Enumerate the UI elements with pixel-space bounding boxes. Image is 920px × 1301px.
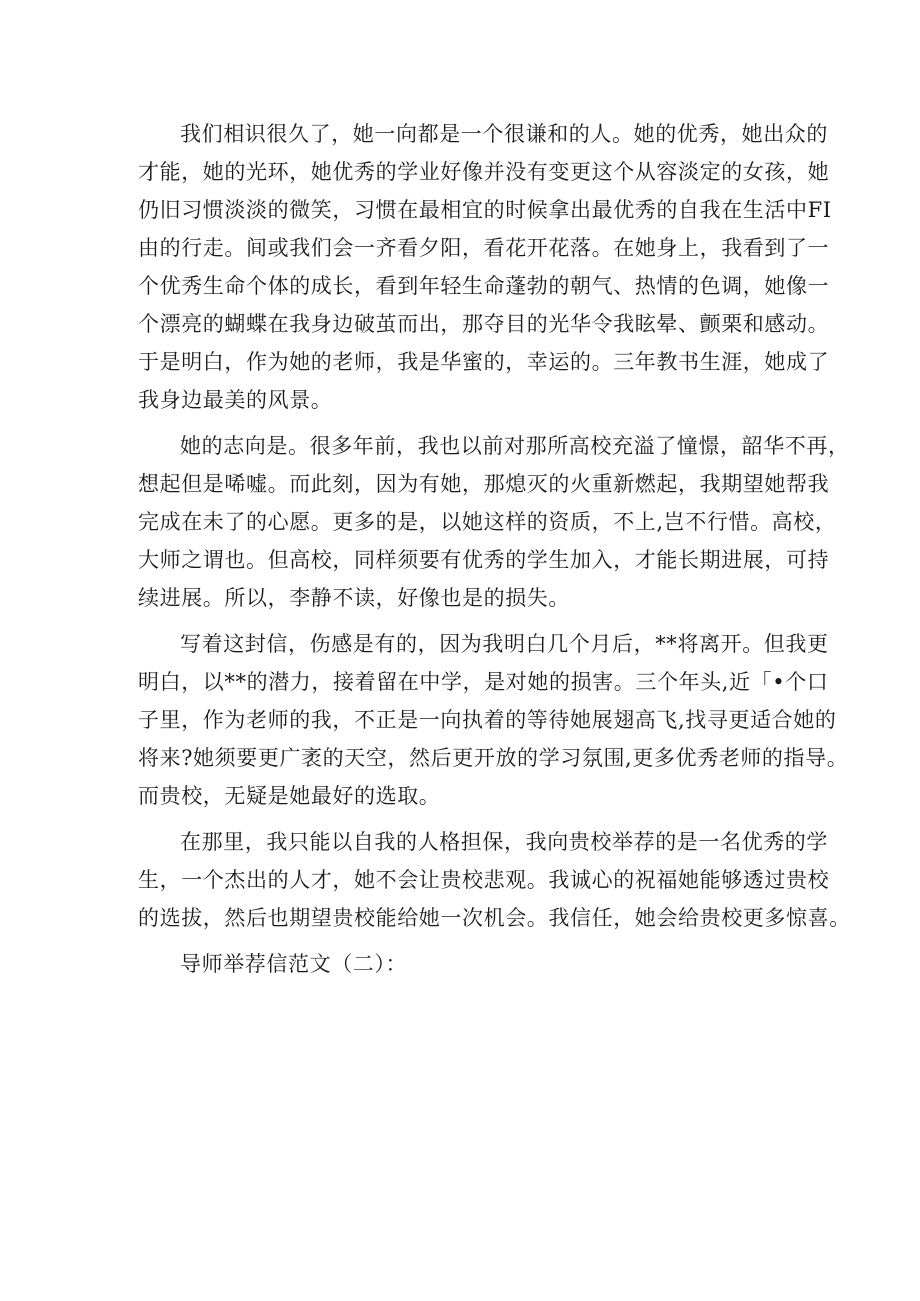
text-line: 明白，以**的潜力，接着留在中学，是对她的损害。三个年头,近「•个口: [138, 670, 829, 694]
letter-body: [138, 115, 851, 983]
text-line: 仍旧习惯淡淡的微笑，习惯在最相宜的时候拿出最优秀的自我在生活中FI: [138, 198, 832, 222]
text-line: 我身边最美的风景。: [138, 388, 333, 412]
text-line: 而贵校，无疑是她最好的选取。: [138, 784, 441, 808]
section-heading: 导师举荐信范文（二）：: [180, 952, 408, 976]
text-line: 于是明白，作为她的老师，我是华蜜的，幸运的。三年教书生涯，她成了: [138, 350, 830, 374]
text-line: 我们相识很久了，她一向都是一个很谦和的人。她的优秀，她出众的: [180, 122, 828, 146]
text-line: 的选拔，然后也期望贵校能给她一次机会。我信任，她会给贵校更多惊喜。: [138, 906, 851, 930]
text-line: 续进展。所以，李静不读，好像也是的损失。: [138, 586, 570, 610]
text-line: 完成在未了的心愿。更多的是，以她这样的资质，不上,岂不行惜。高校，: [138, 510, 837, 534]
text-line: 才能，她的光环，她优秀的学业好像并没有变更这个从容淡定的女孩，她: [138, 160, 830, 184]
paragraph-3: [138, 625, 849, 815]
text-line: 想起但是唏嘘。而此刻，因为有她，那熄灭的火重新燃起，我期望她帮我: [138, 472, 830, 496]
text-line: 大师之谓也。但高校，同样须要有优秀的学生加入，才能长期进展，可持: [138, 548, 830, 572]
text-line: 由的行走。间或我们会一齐看夕阳，看花开花落。在她身上，我看到了一: [138, 236, 830, 260]
text-line: 在那里，我只能以自我的人格担保，我向贵校举荐的是一名优秀的学: [180, 830, 828, 854]
section-heading-block: [138, 945, 798, 983]
text-line: 个优秀生命个体的成长，看到年轻生命蓬勃的朝气、热情的色调，她像一: [138, 274, 830, 298]
text-line: 将来?她须要更广袤的天空，然后更开放的学习氛围,更多优秀老师的指导。: [138, 746, 849, 770]
paragraph-1: [138, 115, 832, 419]
text-line: 写着这封信，伤感是有的，因为我明白几个月后，**将离开。但我更: [180, 632, 829, 656]
text-line: 她的志向是。很多年前，我也以前对那所高校充溢了憧憬，韶华不再，: [180, 434, 850, 458]
text-line: 子里，作为老师的我，不正是一向执着的等待她展翅高飞,找寻更适合她的: [138, 708, 837, 732]
paragraph-2: [138, 427, 850, 617]
paragraph-4: [138, 823, 851, 937]
text-line: 个漂亮的蝴蝶在我身边破茧而出，那夺目的光华令我眩晕、颤栗和感动。: [138, 312, 830, 336]
text-line: 生，一个杰出的人才，她不会让贵校悲观。我诚心的祝福她能够透过贵校: [138, 868, 830, 892]
